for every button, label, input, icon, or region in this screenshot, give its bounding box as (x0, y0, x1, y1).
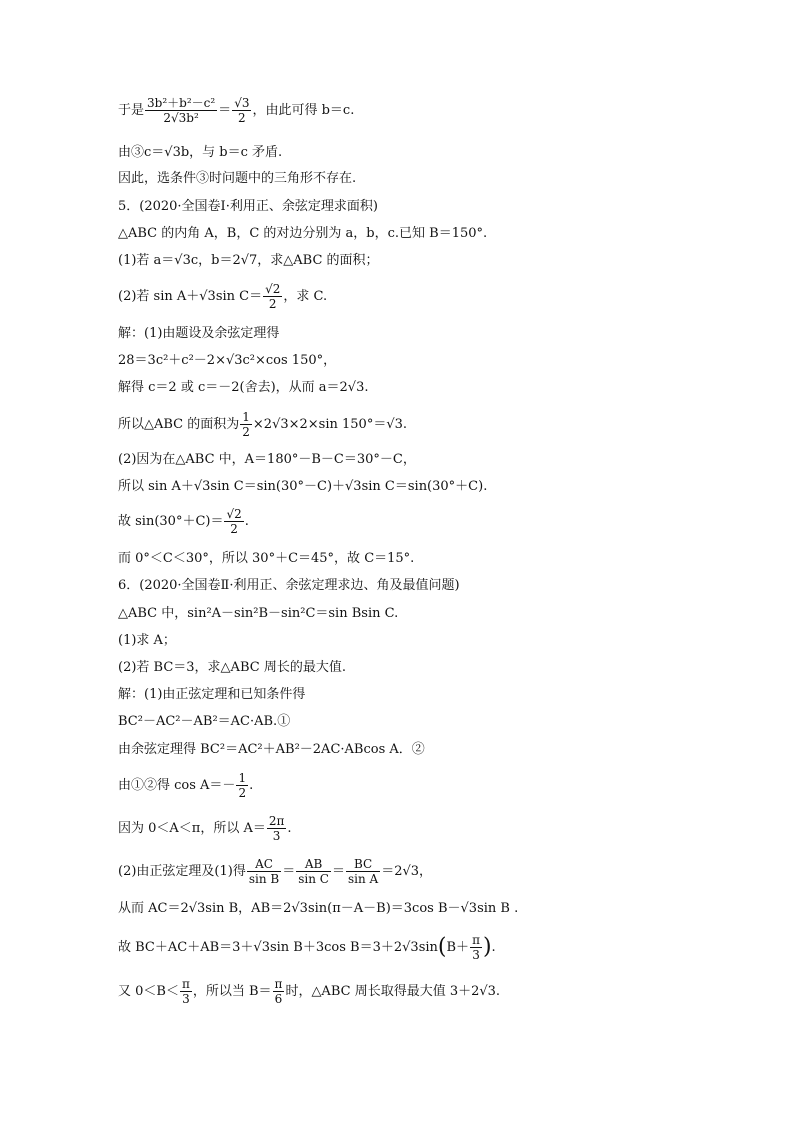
fraction-numerator: π (472, 933, 480, 947)
fraction-denominator: 3 (470, 947, 482, 962)
text-span: (2)由正弦定理及(1)得 (118, 864, 246, 879)
fraction-numerator: BC (353, 857, 373, 871)
solution-heading: 解：(1)由题设及余弦定理得 (118, 326, 280, 341)
text-line-11 (118, 410, 758, 439)
fraction-numerator: 3b²＋b²－c² (147, 96, 216, 110)
fraction-denominator: 6 (273, 991, 285, 1006)
text-line-14 (118, 507, 758, 536)
fraction-numerator: AB (304, 857, 323, 871)
text-line-26: 从而 AC＝2√3sin B，AB＝2√3sin(π－A－B)＝3cos B－√3sin B . (118, 901, 519, 916)
fraction-denominator: 3 (267, 828, 287, 843)
fraction-denominator: sin A (347, 872, 379, 886)
fraction (346, 857, 380, 886)
text-span: ＝ (282, 864, 296, 879)
fraction-denominator: sin C (298, 872, 329, 886)
fraction-numerator: π (181, 977, 190, 991)
problem-5-heading: 5．(2020·全国卷Ⅰ·利用正、余弦定理求面积) (118, 199, 378, 214)
fraction-denominator: 2 (263, 296, 282, 311)
text-line-13: 所以 sin A＋√3sin C＝sin(30°－C)＋√3sin C＝sin(30°＋C). (118, 479, 488, 494)
text-span: 又 0＜B＜ (118, 984, 179, 999)
text-line-2: 由③c＝√3b，与 b＝c 矛盾. (118, 145, 283, 160)
text-line-9: 28＝3c²＋c²－2×√3c²×cos 150°， (118, 353, 337, 368)
fraction-denominator: 2 (224, 521, 243, 536)
fraction-numerator: 1 (238, 771, 247, 785)
fraction-denominator: 2 (232, 110, 251, 125)
text-line-10: 解得 c＝2 或 c＝－2(舍去)，从而 a＝2√3. (118, 380, 369, 395)
text-span: . (287, 821, 292, 836)
text-line-17: △ABC 中，sin²A－sin²B－sin²C＝sin Bsin C. (118, 606, 399, 621)
fraction-numerator: AC (255, 857, 273, 871)
fraction-numerator: √2 (226, 507, 242, 521)
problem-6-heading: 6．(2020·全国卷Ⅱ·利用正、余弦定理求边、角及最值问题) (118, 578, 460, 593)
text-span: ，由此可得 b＝c. (252, 103, 355, 118)
text-span: 故 sin(30°＋C)＝ (118, 514, 224, 529)
fraction-numerator: 1 (242, 410, 250, 424)
text-line-1 (118, 96, 758, 125)
fraction (240, 410, 252, 439)
close-paren: ) (482, 934, 492, 960)
fraction (224, 507, 243, 536)
text-line-21: BC²－AC²－AB²＝AC·AB.① (118, 714, 291, 729)
text-span: ，所以当 B＝ (192, 984, 272, 999)
fraction-numerator: √2 (265, 282, 281, 296)
text-line-23 (118, 771, 758, 800)
text-span: 由①②得 cos A＝－ (118, 778, 236, 793)
text-line-3: 因此，选条件③时问题中的三角形不存在. (118, 171, 357, 186)
open-paren: ( (437, 934, 447, 960)
text-line-18: (1)求 A； (118, 633, 176, 648)
fraction (236, 771, 248, 800)
text-span: 因为 0＜A＜π，所以 A＝ (118, 821, 266, 836)
text-span: (2)若 sin A＋√3sin C＝ (118, 289, 263, 304)
fraction (470, 933, 482, 962)
fraction-denominator: sin B (248, 872, 280, 886)
text-line-22: 由余弦定理得 BC²＝AC²＋AB²－2AC·ABcos A．② (118, 742, 425, 757)
text-span: . (244, 514, 249, 529)
fraction (296, 857, 331, 886)
text-line-7 (118, 282, 758, 311)
text-line-15: 而 0°＜C＜30°，所以 30°＋C＝45°，故 C＝15°. (118, 551, 415, 566)
text-span: ＝2√3， (381, 864, 433, 879)
fraction-numerator: π (274, 977, 283, 991)
text-line-6: (1)若 a＝√3c，b＝2√7，求△ABC 的面积； (118, 253, 379, 268)
text-span: 所以△ABC 的面积为 (118, 417, 240, 432)
text-line-25 (118, 857, 758, 886)
fraction (145, 96, 217, 125)
text-span: B＋ (446, 940, 470, 955)
text-span: 时，△ABC 周长取得最大值 3＋2√3. (285, 984, 501, 999)
text-line-28 (118, 977, 758, 1006)
text-span: . (491, 940, 496, 955)
fraction-denominator: 2 (242, 425, 250, 439)
text-line-24 (118, 814, 758, 843)
fraction-denominator: 2 (238, 786, 247, 800)
text-span: 于是 (118, 103, 145, 118)
text-line-27 (118, 933, 758, 962)
solution-heading: 解：(1)由正弦定理和已知条件得 (118, 687, 306, 702)
fraction (232, 96, 251, 125)
text-span: . (249, 778, 254, 793)
fraction (180, 977, 192, 1006)
fraction (263, 282, 282, 311)
fraction (247, 857, 281, 886)
fraction-denominator: 2√3b² (145, 110, 217, 125)
text-span: 故 BC＋AC＋AB＝3＋√3sin B＋3cos B＝3＋2√3sin (118, 940, 438, 955)
text-span: ×2√3×2×sin 150°＝√3. (252, 417, 408, 432)
text-span: ＝ (331, 864, 345, 879)
fraction-numerator: 2π (268, 814, 285, 828)
fraction-numerator: √3 (234, 96, 250, 110)
fraction (267, 814, 287, 843)
text-line-19: (2)若 BC＝3，求△ABC 周长的最大值. (118, 660, 346, 675)
text-line-12: (2)因为在△ABC 中，A＝180°－B－C＝30°－C， (118, 452, 416, 467)
fraction (273, 977, 285, 1006)
text-span: ＝ (218, 103, 232, 118)
text-line-5: △ABC 的内角 A，B，C 的对边分别为 a，b，c.已知 B＝150°. (118, 226, 488, 241)
fraction-denominator: 3 (180, 991, 192, 1006)
text-span: ，求 C. (283, 289, 328, 304)
